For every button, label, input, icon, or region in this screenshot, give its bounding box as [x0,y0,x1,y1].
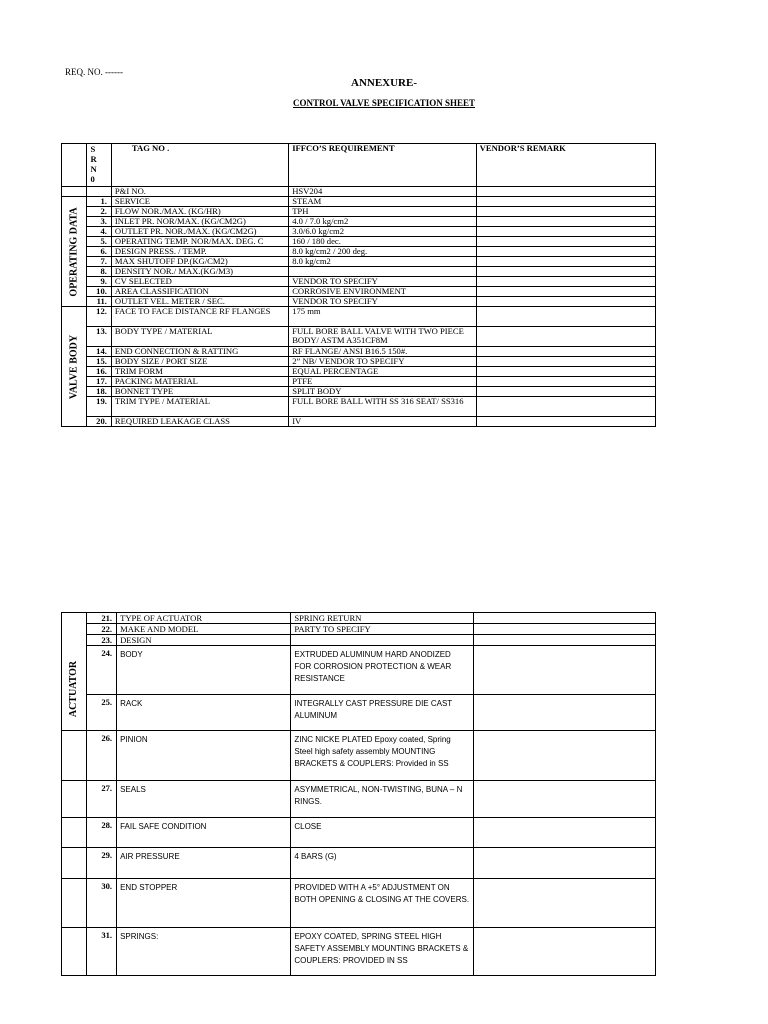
table-row [62,257,656,267]
table-row [62,197,656,207]
srno-letter: R [90,154,97,164]
row-parameter: TYPE OF ACTUATOR [117,613,291,624]
row-requirement: CLOSE [291,818,473,848]
row-parameter: END STOPPER [117,879,291,928]
group-label-cell [62,613,87,731]
row-parameter: TRIM FORM [111,367,288,377]
row-remark [473,613,655,624]
row-requirement [291,635,473,646]
row-parameter: REQUIRED LEAKAGE CLASS [111,417,288,427]
row-requirement: SPRING RETURN [291,613,473,624]
table-row [62,624,656,635]
table-header-row [62,144,656,187]
row-requirement: IV [289,417,476,427]
row-parameter: SEALS [117,781,291,818]
table-row [62,818,656,848]
row-parameter: DENSITY NOR./ MAX.(KG/M3) [111,267,288,277]
row-srno: 29. [87,848,117,879]
row-remark [476,257,655,267]
row-srno: 30. [87,879,117,928]
table-row [62,247,656,257]
srno-letter: N [90,164,97,174]
row-parameter: FLOW NOR./MAX. (KG/HR) [111,207,288,217]
row-remark [476,417,655,427]
table-row [62,287,656,297]
row-requirement: PARTY TO SPECIFY [291,624,473,635]
table-row [62,695,656,731]
row-remark [473,635,655,646]
row-parameter: MAX SHUTOFF DP.(KG/CM2) [111,257,288,267]
row-remark [476,367,655,377]
row-srno: 31. [87,928,117,976]
row-srno: 4. [87,227,111,237]
table-row [62,848,656,879]
row-requirement: 4.0 / 7.0 kg/cm2 [289,217,476,227]
row-srno: 17. [87,377,111,387]
row-srno: 13. [87,327,111,347]
row-srno: 23. [87,635,117,646]
srno-letter: 0 [90,174,95,184]
row-requirement: EQUAL PERCENTAGE [289,367,476,377]
row-parameter: OUTLET PR. NOR./MAX. (KG/CM2G) [111,227,288,237]
row-srno: 28. [87,818,117,848]
row-srno: 2. [87,207,111,217]
row-remark [473,646,655,695]
row-requirement: ASYMMETRICAL, NON-TWISTING, BUNA – N RINGS. [291,781,473,818]
row-remark [476,397,655,417]
row-parameter: INLET PR. NOR/MAX. (KG/CM2G) [111,217,288,227]
row-srno: 15. [87,357,111,367]
row-requirement: SPLIT BODY [289,387,476,397]
row-requirement: PROVIDED WITH A +5° ADJUSTMENT ON BOTH OPENING & CLOSING AT THE COVERS. [291,879,473,928]
row-remark [473,624,655,635]
row-parameter: PINION [117,731,291,781]
row-remark [473,731,655,781]
row-requirement: 175 mm [289,307,476,327]
row-srno: 1. [87,197,111,207]
row-parameter: P&I NO. [111,187,288,197]
table-row [62,277,656,287]
table-row [62,731,656,781]
group-blank-cell [62,928,87,976]
row-requirement: CORROSIVE ENVIRONMENT [289,287,476,297]
row-srno: 24. [87,646,117,695]
row-requirement: TPH [289,207,476,217]
row-srno: 26. [87,731,117,781]
row-remark [476,287,655,297]
group-actuator: ACTUATOR [68,660,80,718]
table-row [62,635,656,646]
row-requirement [289,267,476,277]
row-remark [476,387,655,397]
row-requirement: 4 BARS (G) [291,848,473,879]
row-srno: 27. [87,781,117,818]
table-row [62,367,656,377]
row-requirement: 2” NB/ VENDOR TO SPECIFY [289,357,476,367]
row-parameter: BONNET TYPE [111,387,288,397]
row-remark [476,247,655,257]
row-requirement: 8.0 kg/cm2 [289,257,476,267]
row-parameter: BODY SIZE / PORT SIZE [111,357,288,367]
row-parameter: FACE TO FACE DISTANCE RF FLANGES [111,307,288,327]
row-parameter: DESIGN [117,635,291,646]
row-remark [476,227,655,237]
row-srno: 21. [87,613,117,624]
row-parameter: BODY TYPE / MATERIAL [111,327,288,347]
row-srno: 6. [87,247,111,257]
table-row [62,613,656,624]
header-srno [87,144,111,187]
row-parameter: DESIGN PRESS. / TEMP. [111,247,288,257]
header-remark: VENDOR’S REMARK [476,144,655,187]
spec-table-valve [61,143,656,427]
row-srno: 12. [87,307,111,327]
row-parameter: FAIL SAFE CONDITION [117,818,291,848]
table-row [62,297,656,307]
row-requirement: STEAM [289,197,476,207]
group-blank-cell [62,848,87,879]
table-row [62,387,656,397]
spec-table-actuator [61,612,656,976]
row-remark [476,277,655,287]
page-title: ANNEXURE- [351,77,417,89]
row-parameter: OPERATING TEMP. NOR/MAX. DEG. C [111,237,288,247]
row-remark [476,207,655,217]
row-requirement: 160 / 180 dec. [289,237,476,247]
row-remark [476,307,655,327]
row-requirement: FULL BORE BALL VALVE WITH TWO PIECE BODY/ ASTM A351CF8M [289,327,476,347]
table-row [62,327,656,347]
row-srno: 20. [87,417,111,427]
row-requirement: FULL BORE BALL WITH SS 316 SEAT/ SS316 [289,397,476,417]
row-parameter: CV SELECTED [111,277,288,287]
row-srno: 7. [87,257,111,267]
table-row [62,781,656,818]
table-row [62,646,656,695]
row-parameter: AIR PRESSURE [117,848,291,879]
row-requirement: RF FLANGE/ ANSI B16.5 150#. [289,347,476,357]
row-remark [476,347,655,357]
row-srno: 9. [87,277,111,287]
table-row [62,187,656,197]
row-remark [473,879,655,928]
group-label-cell [62,307,87,427]
row-requirement: ZINC NICKE PLATED Epoxy coated, Spring Steel high safety assembly MOUNTING BRACKETS & COUPLERS: Provided in SS [291,731,473,781]
group-valve-body: VALVE BODY [68,334,80,399]
table-row [62,377,656,387]
table-row [62,397,656,417]
row-srno [87,187,111,197]
row-parameter: RACK [117,695,291,731]
row-srno: 3. [87,217,111,227]
row-parameter: PACKING MATERIAL [111,377,288,387]
row-remark [476,327,655,347]
header-requirement: IFFCO’S REQUIREMENT [289,144,476,187]
group-blank-cell [62,879,87,928]
sheet-subtitle: CONTROL VALVE SPECIFICATION SHEET [293,98,475,108]
group-blank-cell [62,818,87,848]
row-parameter: SERVICE [111,197,288,207]
header-blank-cell [62,144,87,187]
row-remark [476,197,655,207]
group-blank-cell [62,731,87,781]
row-srno: 10. [87,287,111,297]
row-remark [473,848,655,879]
row-srno: 19. [87,397,111,417]
row-requirement: VENDOR TO SPECIFY [289,297,476,307]
row-parameter: SPRINGS: [117,928,291,976]
group-blank-cell [62,781,87,818]
row-remark [473,928,655,976]
row-remark [473,695,655,731]
table-row [62,207,656,217]
row-remark [476,237,655,247]
table-row [62,217,656,227]
table-row [62,928,656,976]
row-requirement: 8.0 kg/cm2 / 200 deg. [289,247,476,257]
row-srno: 11. [87,297,111,307]
row-remark [476,297,655,307]
row-parameter: AREA CLASSIFICATION [111,287,288,297]
srno-letter: S [90,144,96,154]
row-srno: 14. [87,347,111,357]
row-remark [476,377,655,387]
row-requirement: PTFE [289,377,476,387]
table-row [62,347,656,357]
row-srno: 8. [87,267,111,277]
row-srno: 18. [87,387,111,397]
table-row [62,417,656,427]
row-requirement: INTEGRALLY CAST PRESSURE DIE CAST ALUMINUM [291,695,473,731]
table-row [62,227,656,237]
row-parameter: MAKE AND MODEL [117,624,291,635]
row-requirement: VENDOR TO SPECIFY [289,277,476,287]
row-srno: 5. [87,237,111,247]
group-label-cell [62,197,87,307]
row-parameter: END CONNECTION & RATTING [111,347,288,357]
group-blank-cell [62,187,87,197]
row-parameter: OUTLET VEL. METER / SEC. [111,297,288,307]
req-no: REQ. NO. ------ [65,67,123,77]
table-row [62,879,656,928]
group-operating-data: OPERATING DATA [68,206,80,297]
header-tag-no: TAG NO . [111,144,288,187]
row-remark [473,818,655,848]
row-remark [476,357,655,367]
row-remark [476,267,655,277]
row-remark [473,781,655,818]
table-row [62,267,656,277]
row-parameter: TRIM TYPE / MATERIAL [111,397,288,417]
row-requirement: EXTRUDED ALUMINUM HARD ANODIZED FOR CORROSION PROTECTION & WEAR RESISTANCE [291,646,473,695]
row-requirement: 3.0/6.0 kg/cm2 [289,227,476,237]
row-parameter: BODY [117,646,291,695]
row-srno: 25. [87,695,117,731]
row-srno: 16. [87,367,111,377]
row-remark [476,187,655,197]
row-requirement: EPOXY COATED, SPRING STEEL HIGH SAFETY ASSEMBLY MOUNTING BRACKETS & COUPLERS: PROVIDED IN SS [291,928,473,976]
row-requirement: HSV204 [289,187,476,197]
row-remark [476,217,655,227]
table-row [62,357,656,367]
table-row [62,237,656,247]
table-row [62,307,656,327]
row-srno: 22. [87,624,117,635]
